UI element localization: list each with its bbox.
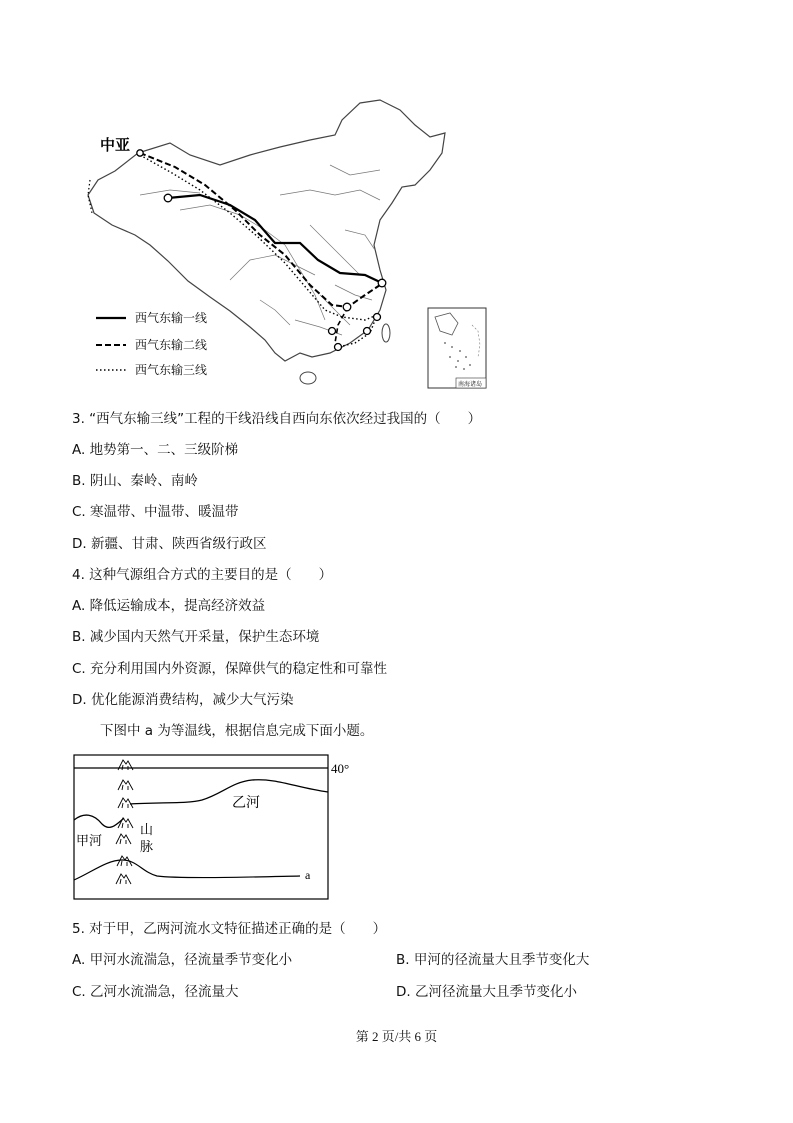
question-3-option-c[interactable]: C. 寒温带、中温带、暖温带 — [72, 504, 239, 520]
question-4-stem: 4. 这种气源组合方式的主要目的是（ ） — [72, 567, 333, 583]
question-3-stem: 3. “西气东输三线”工程的干线沿线自西向东依次经过我国的（ ） — [72, 411, 482, 427]
question-3-option-b[interactable]: B. 阴山、秦岭、南岭 — [72, 473, 198, 489]
question-4-option-b[interactable]: B. 减少国内天然气开采量，保护生态环境 — [72, 629, 320, 645]
page-footer: 第 2 页/共 6 页 — [355, 1029, 438, 1044]
question-5-option-c[interactable]: C. 乙河水流湍急，径流量大 — [72, 984, 239, 1000]
river-a-label: 甲河 — [76, 834, 103, 849]
pipeline-line-1 — [168, 195, 382, 283]
diagram-intro: 下图中 a 为等温线，根据信息完成下面小题。 — [100, 723, 374, 739]
question-3-option-a[interactable]: A. 地势第一、二、三级阶梯 — [72, 442, 239, 458]
question-5-stem: 5. 对于甲，乙两河流水文特征描述正确的是（ ） — [72, 921, 387, 937]
south-china-sea-inset — [428, 308, 486, 388]
inset-label: 南海诸岛 — [458, 381, 483, 388]
question-4-option-c[interactable]: C. 充分利用国内外资源，保障供气的稳定性和可靠性 — [72, 661, 388, 677]
taiwan-island — [382, 324, 390, 342]
question-4-option-d[interactable]: D. 优化能源消费结构，减少大气污染 — [72, 692, 294, 708]
river-diagram — [72, 752, 362, 902]
mountain-label-2: 脉 — [140, 840, 154, 855]
question-4-option-a[interactable]: A. 降低运输成本，提高经济效益 — [72, 598, 266, 614]
pipeline-map — [80, 95, 500, 395]
pipeline-line-2 — [140, 153, 380, 307]
legend-line-3: 西气东输三线 — [135, 363, 208, 377]
question-5-option-a[interactable]: A. 甲河水流湍急，径流量季节变化小 — [72, 952, 293, 968]
latitude-label: 40° — [331, 761, 350, 776]
legend-line-2: 西气东输二线 — [135, 338, 208, 352]
isotherm-label: a — [305, 868, 311, 882]
hainan-island — [300, 372, 316, 384]
pipeline-line-3-west — [88, 180, 92, 213]
mountain-label-1: 山 — [140, 823, 154, 838]
pipeline-line-3 — [140, 155, 377, 320]
legend-line-1: 西气东输一线 — [135, 311, 208, 325]
central-asia-label: 中亚 — [100, 136, 131, 154]
question-3-option-d[interactable]: D. 新疆、甘肃、陕西省级行政区 — [72, 536, 267, 552]
map-legend — [96, 310, 207, 377]
question-5-option-b[interactable]: B. 甲河的径流量大且季节变化大 — [396, 952, 590, 968]
question-5-option-d[interactable]: D. 乙河径流量大且季节变化小 — [396, 984, 577, 1000]
river-b-label: 乙河 — [232, 795, 260, 811]
